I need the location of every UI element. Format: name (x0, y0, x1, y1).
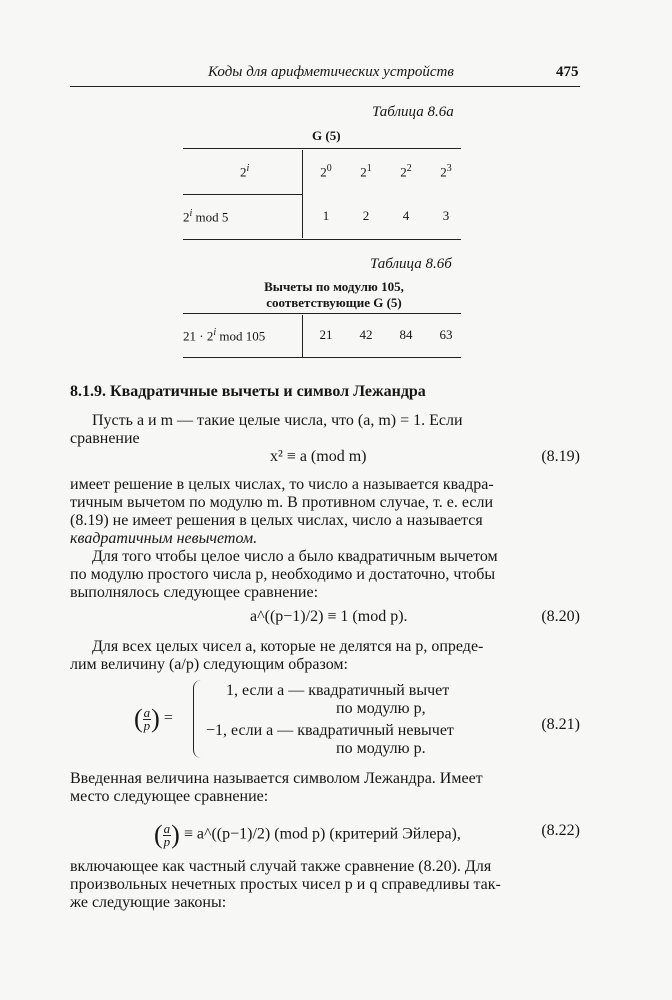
table-a-row1-label: 2$^i$ (240, 163, 250, 180)
paragraph-line: Для всех целых чисел a, которые не делятся на p, опреде- (92, 638, 484, 655)
equation-number: (8.21) (541, 716, 580, 733)
table-a-row1-cell: $2^0$ (320, 163, 332, 180)
table-a-subtitle: G (5) (312, 128, 341, 143)
table-a-caption: Таблица 8.6а (372, 104, 454, 120)
running-header-title: Коды для арифметических устройств (208, 64, 454, 80)
paragraph-line: выполнялось следующее сравнение: (70, 584, 319, 601)
paragraph-line: по модулю простого числа p, необходимо и достаточно, чтобы (70, 566, 496, 583)
cases-brace (193, 680, 204, 758)
table-a-row2-cell: 3 (442, 208, 450, 223)
table-a-row2-cell: 2 (362, 208, 370, 223)
legendre-symbol-lhs: ( $\frac{a}{p}$) = (134, 704, 173, 733)
table-b-divider (302, 315, 303, 357)
paragraph-line: квадратичным невычетом. (70, 530, 258, 547)
section-heading: 8.1.9. Квадратичные вычеты и символ Лежандра (70, 383, 426, 400)
case-2-line-2: по модулю p. (336, 740, 426, 757)
table-a-row1-cell: $2^2$ (400, 163, 412, 180)
equation-number: (8.22) (541, 822, 580, 839)
page-number: 475 (556, 64, 579, 80)
paragraph-line: Введенная величина называется символом Лежандра. Имеет (70, 770, 483, 787)
table-b-row-label: $21 \cdot 2^i$ mod 105 (183, 327, 266, 344)
table-b-bottom-rule (183, 357, 461, 358)
table-a-row1-cell: $2^3$ (440, 163, 452, 180)
table-a-row1-cell: $2^1$ (360, 163, 372, 180)
case-1-line-1: 1, если a — квадратичный вычет (226, 682, 450, 699)
table-b-subtitle: Вычеты по модулю 105, соответствующие G (5) (264, 279, 404, 310)
table-a-top-rule (183, 148, 461, 149)
paragraph-line: (8.19) не имеет решения в целых числах, число a называется (70, 512, 483, 529)
header-rule (70, 86, 580, 87)
table-a-bottom-rule (183, 239, 461, 240)
table-b-cell: 84 (399, 327, 413, 342)
paragraph-line: Пусть a и m — такие целые числа, что (a, m) = 1. Если (92, 412, 463, 429)
paragraph-line: лим величину (a/p) следующим образом: (70, 656, 348, 673)
paragraph-line: Для того чтобы целое число a было квадратичным вычетом (92, 548, 498, 565)
case-2-line-1: −1, если a — квадратичный невычет (206, 722, 454, 739)
table-b-top-rule (183, 313, 461, 314)
table-b-cell: 42 (359, 327, 373, 342)
table-b-caption: Таблица 8.6б (370, 256, 452, 272)
equation-8-22: ( $\frac{a}{p}$) ≡ a^((p−1)/2) (mod p) (критерий Эйлера), (154, 820, 461, 849)
paragraph-line: же следующие законы: (70, 894, 227, 911)
paragraph-line: произвольных нечетных простых чисел p и q справедливы так- (70, 876, 501, 893)
table-b-cell: 21 (319, 327, 333, 342)
paragraph-line: включающее как частный случай также сравнение (8.20). Для (70, 858, 492, 875)
table-a-row2-label: 2$^i$ mod 5 (183, 208, 229, 225)
table-a-row2-cell: 1 (322, 208, 330, 223)
case-1-line-2: по модулю p, (336, 700, 426, 717)
paragraph-line: тичным вычетом по модулю m. В противном случае, т. е. если (70, 494, 494, 511)
paragraph-line: имеет решение в целых числах, то число a называется квадра- (70, 476, 494, 493)
paragraph-line: сравнение (70, 430, 140, 447)
table-a-row2-cell: 4 (402, 208, 410, 223)
paragraph-line: место следующее сравнение: (70, 788, 269, 805)
equation-number: (8.20) (541, 608, 580, 625)
equation-8-19: x² ≡ a (mod m) (270, 448, 367, 465)
equation-number: (8.19) (541, 448, 580, 465)
table-b-cell: 63 (439, 327, 453, 342)
equation-8-20: a^((p−1)/2) ≡ 1 (mod p). (250, 608, 408, 625)
table-a-mid-rule (183, 194, 303, 195)
